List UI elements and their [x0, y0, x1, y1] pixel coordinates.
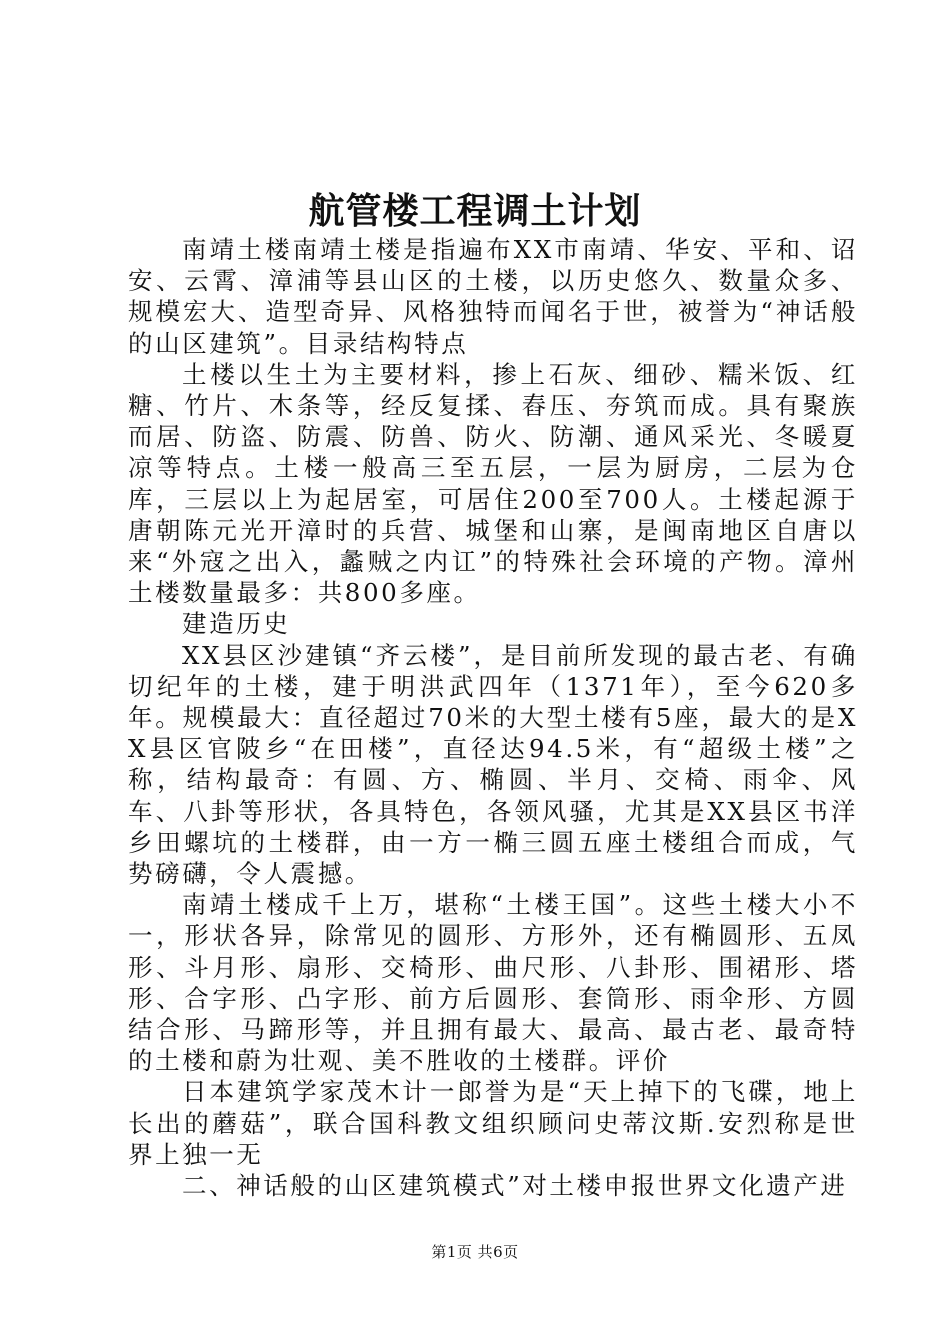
paragraph-intro: 南靖土楼南靖土楼是指遍布XX市南靖、华安、平和、诏安、云霄、漳浦等县山区的土楼，以历史悠久、数量众多、规模宏大、造型奇异、风格独特而闻名于世，被誉为“神话般的山区建筑”。目录结构特点 [128, 235, 858, 358]
paragraph-features: 土楼以生土为主要材料，掺上石灰、细砂、糯米饭、红糖、竹片、木条等，经反复揉、舂压、夯筑而成。具有聚族而居、防盗、防震、防兽、防火、防潮、通风采光、冬暖夏凉等特点。土楼一般高三至五层，一层为厨房，二层为仓库，三层以上为起居室，可居住200至700人。土楼起源于唐朝陈元光开漳时的兵营、城堡和山寨，是闽南地区自唐以来“外寇之出入，蠡贼之内讧”的特殊社会环境的产物。漳州土楼数量最多：共800多座。 [128, 359, 858, 608]
paragraph-evaluation: 日本建筑学家茂木计一郎誉为是“天上掉下的飞碟，地上长出的蘑菇”，联合国科教文组织顾问史蒂汶斯.安烈称是世界上独一无 [128, 1077, 858, 1169]
document-body [128, 234, 858, 1201]
paragraph-continuation: 二、神话般的山区建筑模式”对土楼申报世界文化遗产进 [182, 1171, 848, 1201]
paragraph-history: XX县区沙建镇“齐云楼”，是目前所发现的最古老、有确切纪年的土楼，建于明洪武四年（1371年），至今620多年。规模最大：直径超过70米的大型土楼有5座，最大的是XX县区官陂乡“在田楼”，直径达94.5米，有“超级土楼”之称，结构最奇：有圆、方、椭圆、半月、交椅、雨伞、风车、八卦等形状，各具特色，各领风骚，尤其是XX县区书洋乡田螺坑的土楼群，由一方一椭三圆五座土楼组合而成，气势磅礴，令人震撼。 [128, 640, 858, 889]
page-number-footer: 第1页 共6页 [431, 1243, 519, 1261]
section-heading-history: 建造历史 [182, 609, 291, 639]
paragraph-kingdom: 南靖土楼成千上万，堪称“土楼王国”。这些土楼大小不一，形状各异，除常见的圆形、方形外，还有椭圆形、五凤形、斗月形、扇形、交椅形、曲尺形、八卦形、围裙形、塔形、合字形、凸字形、前方后圆形、套筒形、雨伞形、方圆结合形、马蹄形等，并且拥有最大、最高、最古老、最奇特的土楼和蔚为壮观、美不胜收的土楼群。评价 [128, 890, 858, 1076]
document-title: 航管楼工程调土计划 [308, 190, 642, 232]
